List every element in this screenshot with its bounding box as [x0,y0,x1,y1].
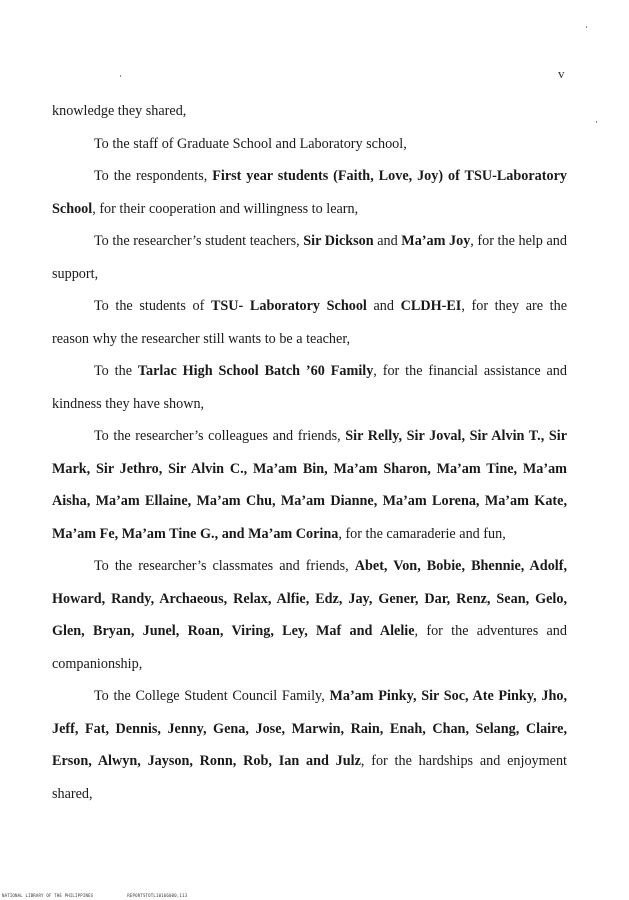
bold-name-run: Tarlac High School Batch ’60 Family [137,363,374,379]
bold-name-run: TSU- Laboratory School [210,298,367,314]
text-run: , for the adventures and companionship, [52,623,567,672]
page-number: v [558,66,565,81]
scan-speck [586,26,587,28]
bold-name-run: Sir Relly, Sir Joval, Sir Alvin T., Sir Mark, Sir Jethro, Sir Alvin C., Ma’am Bin, Ma’am Sharon, Ma’am Tine, Ma’am Aisha, Ma’am Ellaine, Ma’am Chu, Ma’am Dianne, Ma’am Lorena, Ma’am Kate, Ma’am Fe, Ma’am Tine G., and Ma’am Corina [52,428,567,542]
paragraph [52,680,567,810]
text-run: , for the financial assistance and kindness they have shown, [52,363,567,412]
text-run: knowledge they shared, [52,103,187,119]
bold-name-run: Ma’am Pinky, Sir Soc, Ate Pinky, Jho, Jeff, Fat, Dennis, Jenny, Gena, Jose, Marwin, Rain, Enah, Chan, Selang, Claire, Erson, Alwyn, Jayson, Ronn, Rob, Ian and Julz [52,688,567,769]
text-run: To the staff of Graduate School and Laboratory school, [94,135,407,152]
bold-name-run: Ma’am Joy [401,233,471,249]
text-run: To the researcher’s classmates and friends, [94,558,355,574]
paragraph [52,225,567,290]
footer-report-id: REPORTSTOTL10166000,113 [127,893,188,898]
bold-name-run: Sir Dickson [303,233,374,249]
acknowledgment-text [52,95,567,810]
text-run: , for their cooperation and willingness to learn, [92,200,359,217]
paragraph [52,95,567,128]
text-run: , for the hardships and enjoyment shared, [52,753,567,802]
text-run: To the [94,363,138,379]
text-run: , for they are the reason why the researcher still wants to be a teacher, [52,298,568,347]
text-run: To the researcher’s colleagues and friends, [94,428,346,444]
text-run: and [373,233,402,249]
paragraph [52,355,567,420]
text-run: To the respondents, [94,168,213,184]
bold-name-run: First year students (Faith, Love, Joy) of TSU-Laboratory School [52,168,567,217]
scan-speck [120,75,121,77]
library-footer [2,893,187,898]
scan-speck [596,121,597,123]
text-run: To the College Student Council Family, [94,688,330,704]
paragraph [52,290,567,355]
paragraph [52,160,567,225]
text-run: To the researcher’s student teachers, [94,233,304,249]
footer-library-name: NATIONAL LIBRARY OF THE PHILIPPINES [2,893,94,898]
text-run: , for the camaraderie and fun, [338,525,506,542]
bold-name-run: Abet, Von, Bobie, Bhennie, Adolf, Howard, Randy, Archaeous, Relax, Alfie, Edz, Jay, Gener, Dar, Renz, Sean, Gelo, Glen, Bryan, Junel, Roan, Viring, Ley, Maf and Alelie [52,558,567,639]
paragraph [52,550,567,680]
bold-name-run: CLDH-EI [400,298,462,314]
text-run: and [366,298,401,314]
paragraph [52,420,567,550]
text-run: , for the help and support, [52,233,567,282]
text-run: To the students of [94,298,211,314]
paragraph [52,128,567,161]
